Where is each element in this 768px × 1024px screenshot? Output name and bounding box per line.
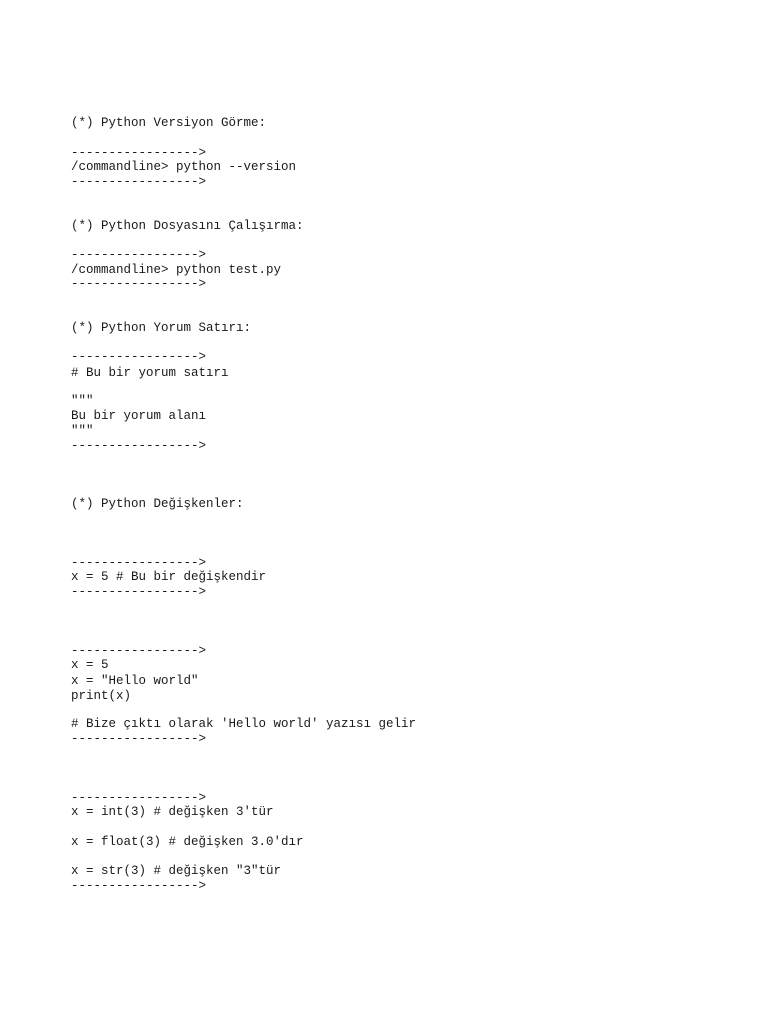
code-line: """ <box>71 424 94 438</box>
section-heading: (*) Python Yorum Satırı: <box>71 321 252 335</box>
separator-arrow: -----------------> <box>71 644 207 658</box>
separator-arrow: -----------------> <box>71 350 207 364</box>
code-line: print(x) <box>71 689 132 703</box>
separator-arrow: -----------------> <box>71 439 207 453</box>
separator-arrow: -----------------> <box>71 732 207 746</box>
section-heading: (*) Python Değişkenler: <box>71 497 244 511</box>
code-line: x = int(3) # değişken 3'tür <box>71 805 274 819</box>
code-line: /commandline> python test.py <box>71 263 282 277</box>
separator-arrow: -----------------> <box>71 146 207 160</box>
code-line: x = 5 <box>71 658 109 672</box>
code-line: x = 5 # Bu bir değişkendir <box>71 570 267 584</box>
section-heading: (*) Python Dosyasını Çalışırma: <box>71 219 304 233</box>
separator-arrow: -----------------> <box>71 277 207 291</box>
separator-arrow: -----------------> <box>71 879 207 893</box>
separator-arrow: -----------------> <box>71 556 207 570</box>
separator-arrow: -----------------> <box>71 585 207 599</box>
code-line: # Bu bir yorum satırı <box>71 366 229 380</box>
separator-arrow: -----------------> <box>71 791 207 805</box>
code-line: x = str(3) # değişken "3"tür <box>71 864 282 878</box>
code-line: /commandline> python --version <box>71 160 297 174</box>
code-line: x = float(3) # değişken 3.0'dır <box>71 835 304 849</box>
separator-arrow: -----------------> <box>71 248 207 262</box>
section-heading: (*) Python Versiyon Görme: <box>71 116 267 130</box>
code-line: x = "Hello world" <box>71 674 199 688</box>
code-line: Bu bir yorum alanı <box>71 409 207 423</box>
code-comment: # Bize çıktı olarak 'Hello world' yazısı gelir <box>71 717 417 731</box>
separator-arrow: -----------------> <box>71 175 207 189</box>
code-line: """ <box>71 394 94 408</box>
